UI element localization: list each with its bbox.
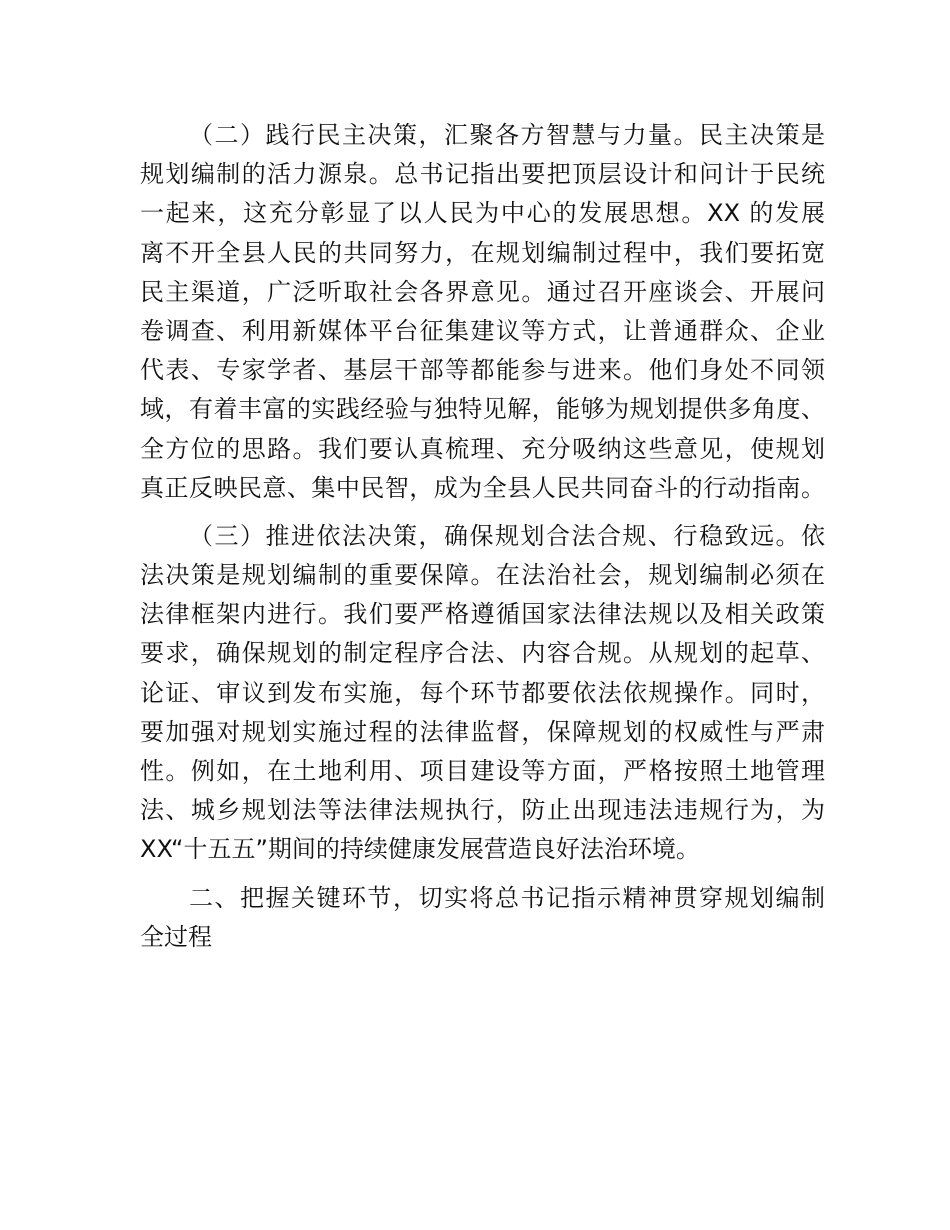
heading-line: 全过程 xyxy=(140,922,212,951)
paragraph-line: 一起来，这充分彰显了以人民为中心的发展思想。XX 的发展 xyxy=(140,199,825,228)
paragraph-line: 域，有着丰富的实践经验与独特见解，能够为规划提供多角度、 xyxy=(140,395,825,424)
paragraph-law-based-decision xyxy=(140,517,825,870)
paragraph-line: （三）推进依法决策，确保规划合法合规、行稳致远。依 xyxy=(189,521,825,550)
paragraph-line: 离不开全县人民的共同努力，在规划编制过程中，我们要拓宽 xyxy=(140,238,825,267)
paragraph-line: 法律框架内进行。我们要严格遵循国家法律法规以及相关政策 xyxy=(140,600,825,629)
paragraph-line: 要加强对规划实施过程的法律监督，保障规划的权威性与严肃 xyxy=(140,717,825,746)
heading-line: 二、把握关键环节，切实将总书记指示精神贯穿规划编制 xyxy=(189,883,825,912)
paragraph-line: 法决策是规划编制的重要保障。在法治社会，规划编制必须在 xyxy=(140,561,825,590)
paragraph-line: 卷调查、利用新媒体平台征集建议等方式，让普通群众、企业 xyxy=(140,316,825,345)
paragraph-spacer xyxy=(140,870,825,879)
paragraph-line: 民主渠道，广泛听取社会各界意见。通过召开座谈会、开展问 xyxy=(140,277,825,306)
paragraph-line: 性。例如，在土地利用、项目建设等方面，严格按照土地管理 xyxy=(140,757,825,785)
document-body xyxy=(140,116,825,957)
paragraph-democratic-decision xyxy=(140,116,825,508)
paragraph-line: 代表、专家学者、基层干部等都能参与进来。他们身处不同领 xyxy=(140,356,825,385)
paragraph-line: 规划编制的活力源泉。总书记指出要把顶层设计和问计于民统 xyxy=(140,160,825,189)
paragraph-line: （二）践行民主决策，汇聚各方智慧与力量。民主决策是 xyxy=(189,121,825,149)
paragraph-line: 要求，确保规划的制定程序合法、内容合规。从规划的起草、 xyxy=(140,639,825,668)
paragraph-line: 真正反映民意、集中民智，成为全县人民共同奋斗的行动指南。 xyxy=(140,473,825,502)
paragraph-line: XX“十五五”期间的持续健康发展营造良好法治环境。 xyxy=(140,835,700,864)
paragraph-spacer xyxy=(140,508,825,517)
paragraph-line: 全方位的思路。我们要认真梳理、充分吸纳这些意见，使规划 xyxy=(140,434,825,463)
section-heading-two xyxy=(140,879,825,957)
paragraph-line: 法、城乡规划法等法律法规执行，防止出现违法违规行为，为 xyxy=(140,796,825,825)
paragraph-line: 论证、审议到发布实施，每个环节都要依法依规操作。同时， xyxy=(140,678,825,707)
